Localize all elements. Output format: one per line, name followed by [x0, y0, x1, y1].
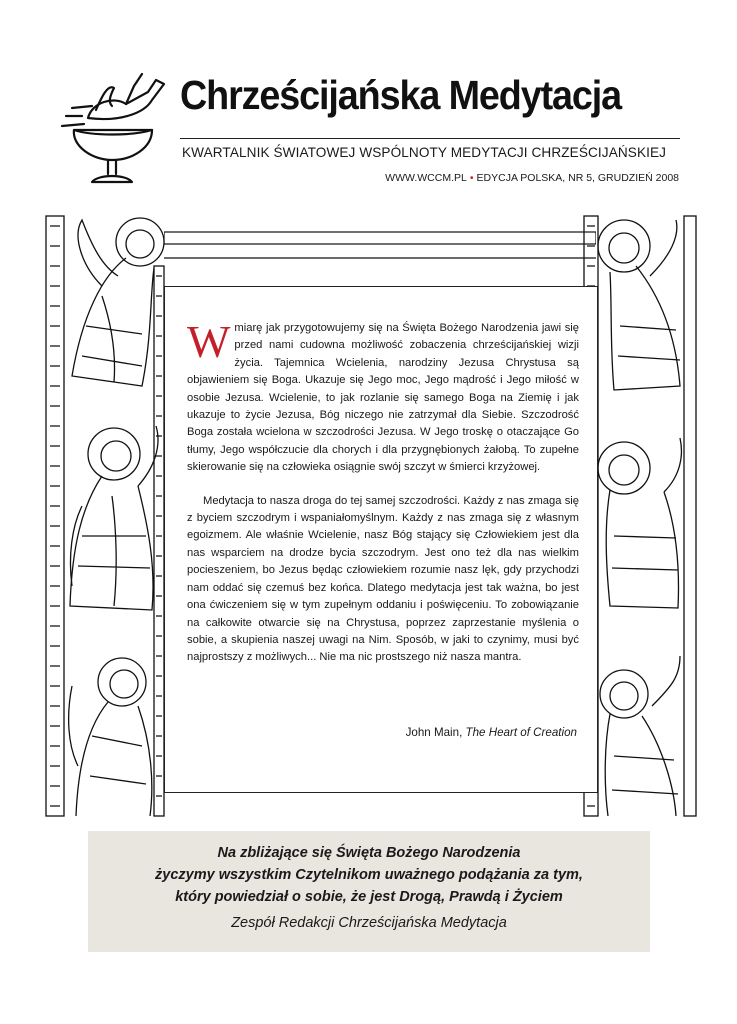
paragraph-1-text: miarę jak przygotowujemy się na Święta Bożego Narodzenia jawi się przed nami cudowna możliwość zobaczenia chrześcijańskiej wizji życia. Tajemnica Wcielenia, narodziny Jezusa Chrystusa są objawieniem się Boga. Ukazuje się Jego moc, Jego mądrość i Jego miłość w osobie Jezusa. Wcielenie, to jak rozlanie się samego Boga na Ziemię i jak ukazuje to życie Jezusa, Bóg niczego nie zatrzymał dla Siebie. Szczodrość Boga została wcielona w szczodrości Jezusa. W Jego troskę o otaczające Go tłumy, Jego współczucie dla chorych i dla przygnębionych żałobą. To zupełne skierowanie się na człowieka osiągnie swój szczyt w śmierci krzyżowej.: [187, 322, 579, 474]
article-paragraph-2: Medytacja to nasza droga do tej samej szczodrości. Każdy z nas zmaga się z byciem szczodrym i wspaniałomyślnym. Każdy z nas zmaga się z własnym egoizmem. Ale właśnie Wcielenie, nasz Bóg stający się Człowiekiem jest dla nas wsparciem na drodze bycia szczodrym. Jest ono też dla nas wielkim pocieszeniem, bo Jezus będąc człowiekiem rozumie nasz lęk, gdy przychodzi nam oddać się czemuś bez końca. Dlatego medytacja jest tak ważna, bo jest ona ćwiczeniem się w tym zupełnym oddaniu i poświęceniu. To zobowiązanie na całkowite otwarcie się na Chrystusa, poprzez zaprzestanie myślenia o sobie, a skupienia naszej uwagi na Nim. Sposób, w jaki to czynimy, musi być najprostszy z możliwych... Nie ma nic prostszego niż nasza mantra.: [187, 494, 579, 664]
doves-chalice-logo-icon: [52, 66, 172, 190]
article-attribution: [406, 726, 577, 739]
source-title: The Heart of Creation: [465, 726, 577, 739]
bullet-icon: •: [469, 172, 474, 184]
angel-frame-right-illustration: [580, 206, 700, 822]
greeting-box: [88, 831, 650, 952]
frame-top-band: [164, 228, 596, 286]
greeting-line-1: Na zbliżające się Święta Bożego Narodzenia: [217, 845, 521, 861]
magazine-title: Chrześcijańska Medytacja: [180, 72, 622, 118]
article-text: [187, 316, 579, 667]
author-name: John Main,: [405, 726, 466, 739]
edition-line: [385, 172, 679, 184]
edition-info: EDYCJA POLSKA, NR 5, GRUDZIEŃ 2008: [476, 172, 679, 184]
header-rule: [180, 138, 680, 139]
greeting-signature: Zespół Redakcji Chrześcijańska Medytacja: [231, 915, 507, 931]
greeting-line-2: życzymy wszystkim Czytelnikom uważnego podążania za tym,: [155, 867, 583, 883]
article-paragraph-1: [187, 316, 579, 477]
greeting-line-3: który powiedział o sobie, że jest Drogą, Prawdą i Życiem: [175, 889, 563, 905]
dropcap: W: [187, 316, 231, 367]
magazine-subtitle: KWARTALNIK ŚWIATOWEJ WSPÓLNOTY MEDYTACJI CHRZEŚCIJAŃSKIEJ: [182, 145, 667, 160]
edition-site: WWW.WCCM.PL: [385, 172, 467, 184]
